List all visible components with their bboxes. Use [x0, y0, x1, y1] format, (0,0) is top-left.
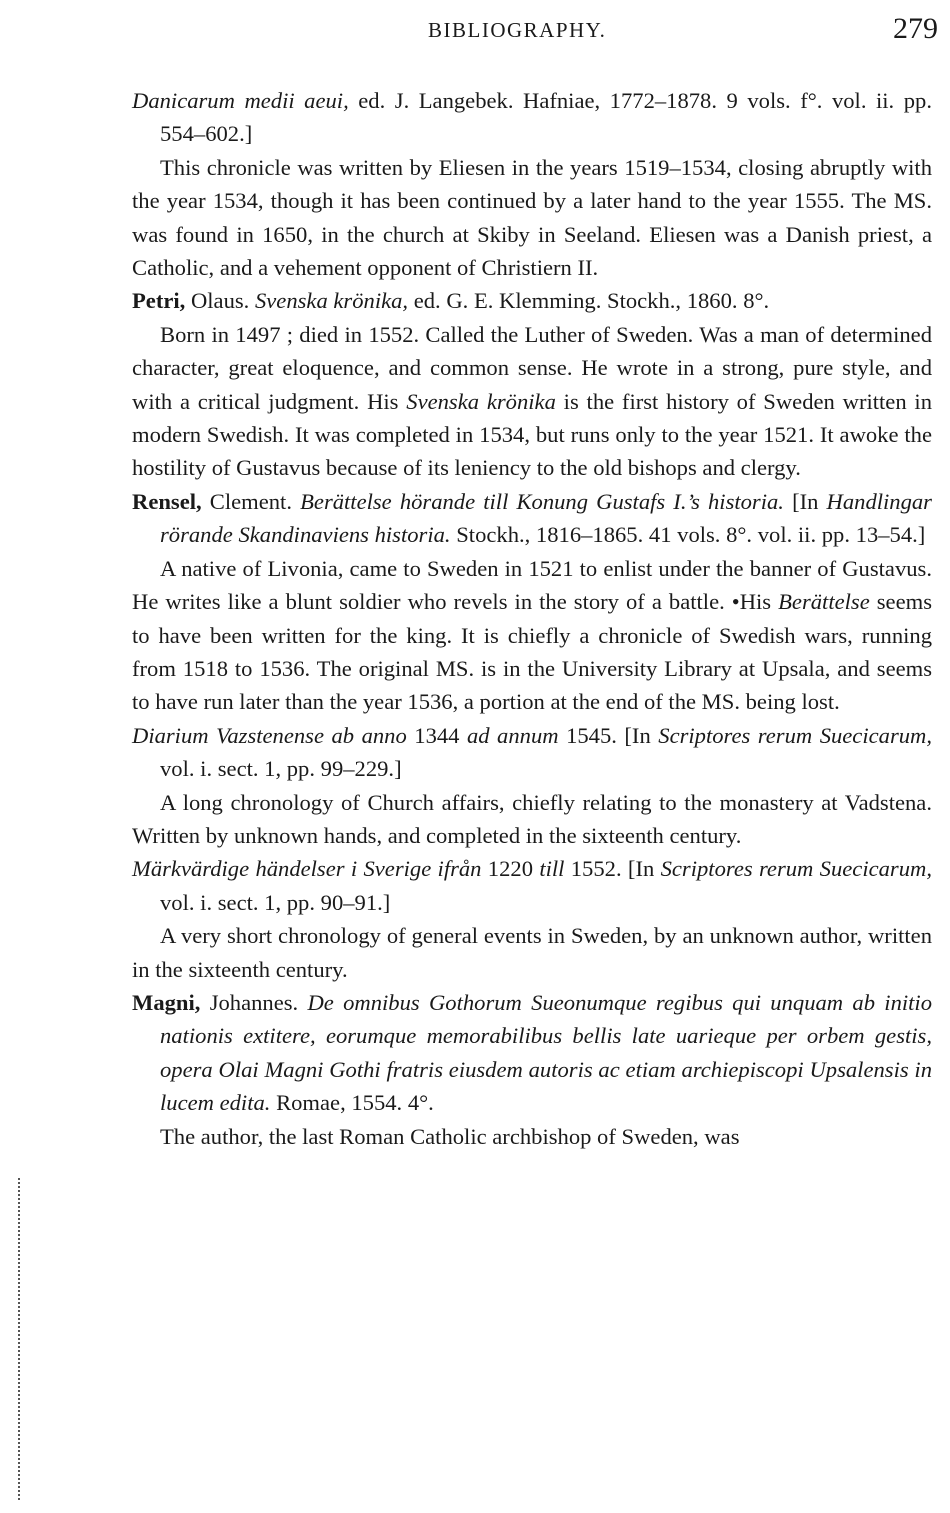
- author-name: Petri,: [132, 288, 186, 314]
- page-body: [132, 84, 932, 1153]
- margin-rule: [18, 1178, 20, 1500]
- annotation-paragraph: Born in 1497 ; died in 1552. Called the Luther of Sweden. Was a man of determined character, great eloquence, and common sense. He wrote in a strong, pure style, and with a critical judgment. His Svenska krönika is the first history of Sweden written in modern Swedish. It was completed in 1534, but runs only to the year 1521. It awoke the hostility of Gustavus because of its leniency to the old bishops and clergy.: [132, 321, 932, 481]
- author-name: Rensel,: [132, 488, 202, 514]
- author-name: Magni,: [132, 989, 201, 1015]
- bibliography-entry-markvardige: Märkvärdige händelser i Sverige ifrån 1220 till 1552. [In Scriptores rerum Suecicarum, vol. i. sect. 1, pp. 90–91.]: [132, 856, 932, 915]
- entry-continuation: Danicarum medii aeui, ed. J. Langebek. Hafniae, 1772–1878. 9 vols. f°. vol. ii. pp. 554–602.]: [132, 88, 932, 147]
- bibliography-entry-diarium: Diarium Vazstenense ab anno 1344 ad annum 1545. [In Scriptores rerum Suecicarum, vol. i. sect. 1, pp. 99–229.]: [132, 722, 932, 782]
- annotation-paragraph: This chronicle was written by Eliesen in the years 1519–1534, closing abruptly with the year 1534, though it has been continued by a later hand to the year 1555. The MS. was found in 1650, in the church at Skiby in Seeland. Eliesen was a Danish priest, a Catholic, and a vehement opponent of Christiern II.: [132, 154, 932, 281]
- bibliography-entry-petri: Petri, Olaus. Svenska krönika, ed. G. E. Klemming. Stockh., 1860. 8°.: [132, 288, 770, 314]
- annotation-paragraph: A long chronology of Church affairs, chiefly relating to the monastery at Vadstena. Written by unknown hands, and completed in the sixteenth century.: [132, 789, 932, 848]
- running-title: BIBLIOGRAPHY.: [428, 18, 607, 42]
- annotation-paragraph: A very short chronology of general events in Sweden, by an unknown author, written in the sixteenth century.: [132, 923, 932, 982]
- page-number: 279: [893, 12, 938, 45]
- annotation-paragraph: The author, the last Roman Catholic archbishop of Sweden, was: [160, 1123, 740, 1149]
- bibliography-entry-rensel: Rensel, Clement. Berättelse hörande till Konung Gustafs I.’s historia. [In Handlingar rörande Skandinaviens historia. Stockh., 1816–1865. 41 vols. 8°. vol. ii. pp. 13–54.]: [132, 488, 932, 548]
- page-header: [0, 10, 950, 50]
- bibliography-entry-magni: Magni, Johannes. De omnibus Gothorum Sueonumque regibus qui unquam ab initio nationis extitere, eorumque memorabilibus bellis late uarieque per orbem gestis, opera Olai Magni Gothi fratris eiusdem autoris ac etiam archiepiscopi Upsalensis in lucem edita. Romae, 1554. 4°.: [132, 989, 932, 1116]
- annotation-paragraph: A native of Livonia, came to Sweden in 1521 to enlist under the banner of Gustavus. He writes like a blunt soldier who revels in the story of a battle. •His Berättelse seems to have been written for the king. It is chiefly a chronicle of Swedish wars, running from 1518 to 1536. The original MS. is in the University Library at Upsala, and seems to have run later than the year 1536, a portion at the end of the MS. being lost.: [132, 555, 932, 715]
